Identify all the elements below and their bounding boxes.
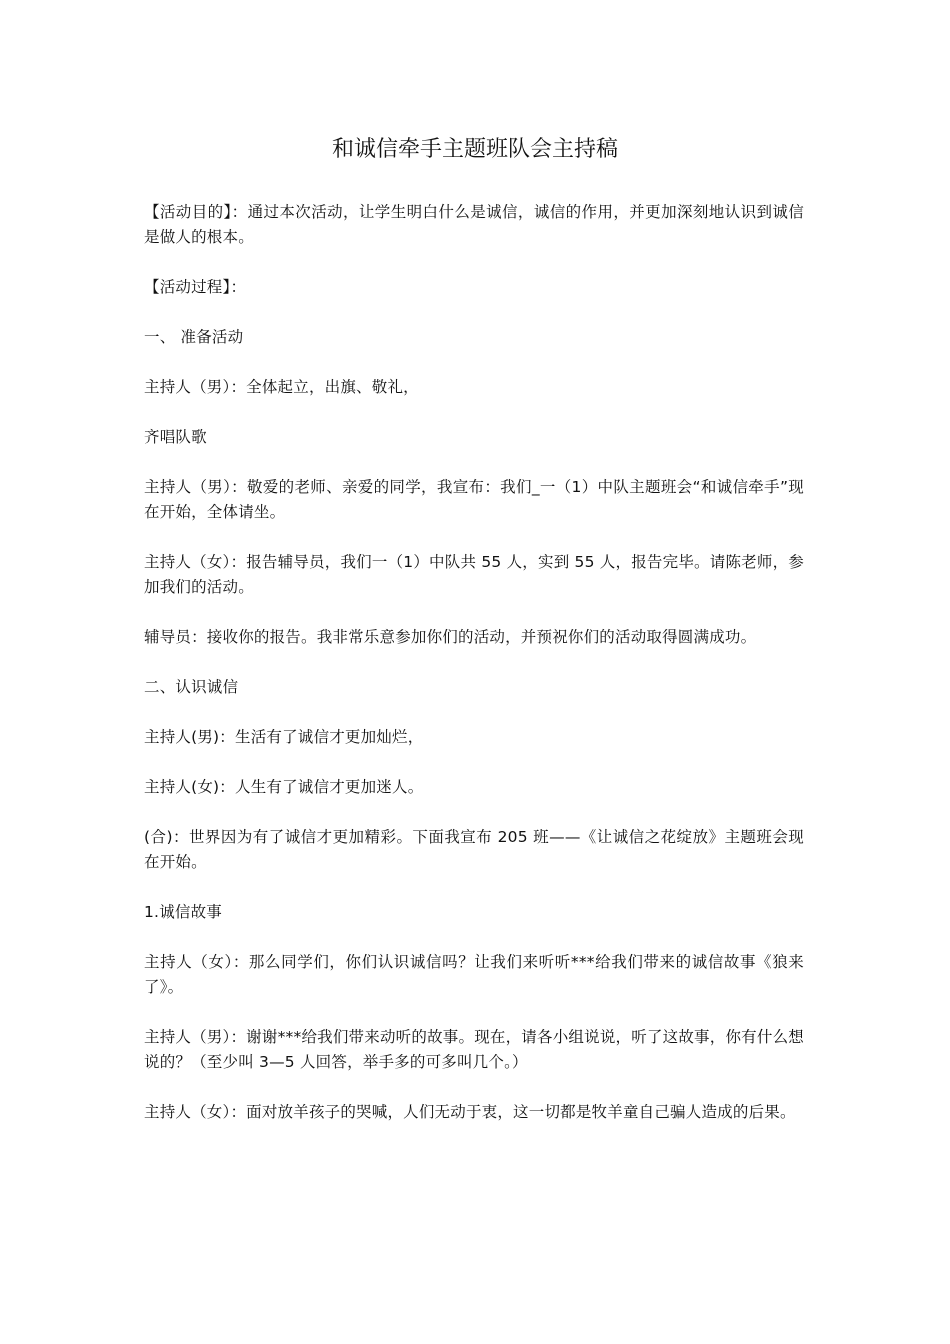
section-heading-preparation: 一、 准备活动 [144, 328, 244, 346]
paragraph: 主持人（男）：全体起立，出旗、敬礼， [144, 378, 419, 396]
paragraph-activity-goal: 【活动目的】：通过本次活动，让学生明白什么是诚信，诚信的作用，并更加深刻地认识到诚信是做人的根本。 [144, 203, 804, 246]
paragraph: 主持人（女）：面对放羊孩子的哭喊，人们无动于衷，这一切都是牧羊童自己骗人造成的后果。 [144, 1103, 796, 1121]
paragraph: 主持人（男）：谢谢***给我们带来动听的故事。现在，请各小组说说，听了这故事，你有什么想说的？（至少叫 3—5 人回答，举手多的可多叫几个。） [144, 1028, 804, 1071]
paragraph: 主持人（女）：报告辅导员，我们一（1）中队共 55 人，实到 55 人，报告完毕。请陈老师，参加我们的活动。 [144, 553, 804, 596]
paragraph-activity-process: 【活动过程】： [144, 278, 247, 296]
paragraph: 主持人(女)：人生有了诚信才更加迷人。 [144, 778, 424, 796]
paragraph: 主持人(男)：生活有了诚信才更加灿烂， [144, 728, 424, 746]
section-heading-know-integrity: 二、认识诚信 [144, 678, 239, 696]
paragraph: 辅导员：接收你的报告。我非常乐意参加你们的活动，并预祝你们的活动取得圆满成功。 [144, 628, 757, 646]
document-body [144, 200, 804, 1150]
paragraph: 齐唱队歌 [144, 428, 207, 446]
paragraph: 主持人（男）：敬爱的老师、亲爱的同学，我宣布：我们_一（1）中队主题班会“和诚信牵手”现在开始，全体请坐。 [144, 478, 804, 521]
document-title: 和诚信牵手主题班队会主持稿 [331, 137, 618, 162]
paragraph: 主持人（女）：那么同学们，你们认识诚信吗？让我们来听听***给我们带来的诚信故事《狼来了》。 [144, 953, 804, 996]
paragraph: (合)：世界因为有了诚信才更加精彩。下面我宣布 205 班——《让诚信之花绽放》主题班会现在开始。 [144, 828, 804, 871]
subsection-heading-story: 1.诚信故事 [144, 903, 222, 921]
